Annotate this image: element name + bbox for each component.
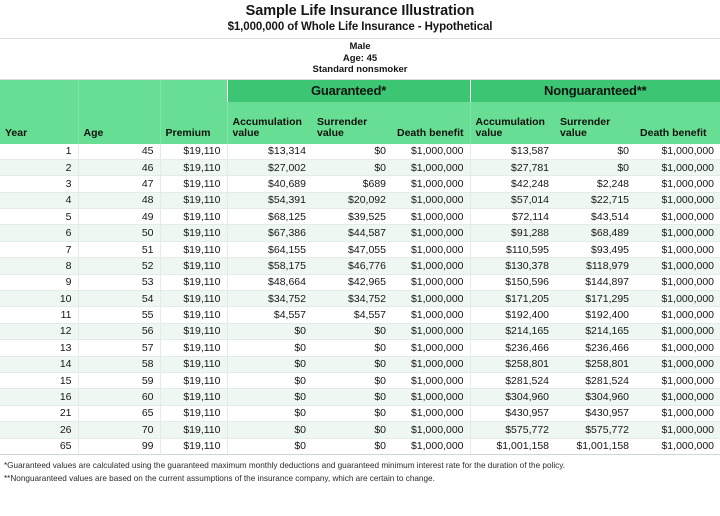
cell-nonguaranteed-surrender-value: $304,960 [555,389,635,405]
cell-guaranteed-accumulation-value: $68,125 [227,209,312,225]
cell-guaranteed-surrender-value: $0 [312,323,392,339]
cell-age: 48 [78,192,160,208]
cell-premium: $19,110 [160,438,227,454]
cell-nonguaranteed-surrender-value: $1,001,158 [555,438,635,454]
cell-nonguaranteed-accumulation-value: $171,205 [470,291,555,307]
cell-guaranteed-accumulation-value: $0 [227,422,312,438]
cell-premium: $19,110 [160,422,227,438]
cell-guaranteed-death-benefit: $1,000,000 [392,389,470,405]
col-header-nonguaranteed-death-benefit[interactable]: Death benefit [635,102,720,144]
cell-nonguaranteed-surrender-value: $192,400 [555,307,635,323]
cell-age: 59 [78,372,160,388]
footnote-nonguaranteed: **Nonguaranteed values are based on the current assumptions of the insurance company, which are certain to change. [4,474,435,484]
cell-nonguaranteed-surrender-value: $236,466 [555,340,635,356]
cell-guaranteed-death-benefit: $1,000,000 [392,258,470,274]
cell-guaranteed-death-benefit: $1,000,000 [392,372,470,388]
cell-premium: $19,110 [160,144,227,160]
cell-guaranteed-accumulation-value: $58,175 [227,258,312,274]
cell-guaranteed-accumulation-value: $0 [227,356,312,372]
illustration-table [0,80,720,455]
col-header-nonguaranteed-accumulation-value[interactable]: Accumulation value [470,102,555,144]
cell-age: 57 [78,340,160,356]
group-band-blank [0,80,78,102]
col-header-age[interactable]: Age [78,102,160,144]
cell-nonguaranteed-death-benefit: $1,000,000 [635,405,720,421]
insured-summary [0,39,720,80]
cell-premium: $19,110 [160,323,227,339]
cell-guaranteed-surrender-value: $20,092 [312,192,392,208]
table-row[interactable] [0,274,720,290]
cell-guaranteed-accumulation-value: $0 [227,340,312,356]
page-title: Sample Life Insurance Illustration [245,3,475,19]
cell-guaranteed-surrender-value: $0 [312,438,392,454]
cell-guaranteed-surrender-value: $0 [312,422,392,438]
cell-premium: $19,110 [160,209,227,225]
cell-guaranteed-accumulation-value: $0 [227,438,312,454]
cell-year: 7 [0,241,78,257]
cell-age: 99 [78,438,160,454]
cell-guaranteed-accumulation-value: $54,391 [227,192,312,208]
insured-risk-class: Standard nonsmoker [312,64,408,75]
footnotes [0,455,720,516]
cell-nonguaranteed-accumulation-value: $130,378 [470,258,555,274]
cell-age: 54 [78,291,160,307]
cell-guaranteed-surrender-value: $0 [312,144,392,160]
cell-guaranteed-accumulation-value: $0 [227,389,312,405]
cell-guaranteed-surrender-value: $0 [312,340,392,356]
cell-nonguaranteed-accumulation-value: $304,960 [470,389,555,405]
page-subtitle: $1,000,000 of Whole Life Insurance - Hypothetical [227,21,493,33]
table-row[interactable] [0,225,720,241]
table-row[interactable] [0,209,720,225]
cell-guaranteed-death-benefit: $1,000,000 [392,144,470,160]
cell-age: 52 [78,258,160,274]
cell-guaranteed-surrender-value: $0 [312,159,392,175]
cell-year: 13 [0,340,78,356]
cell-premium: $19,110 [160,274,227,290]
table-row[interactable] [0,307,720,323]
cell-premium: $19,110 [160,258,227,274]
cell-nonguaranteed-surrender-value: $22,715 [555,192,635,208]
table-row[interactable] [0,144,720,160]
insured-gender: Male [349,41,371,52]
cell-nonguaranteed-death-benefit: $1,000,000 [635,389,720,405]
table-row[interactable] [0,323,720,339]
cell-nonguaranteed-death-benefit: $1,000,000 [635,159,720,175]
cell-nonguaranteed-surrender-value: $258,801 [555,356,635,372]
cell-premium: $19,110 [160,192,227,208]
cell-nonguaranteed-death-benefit: $1,000,000 [635,258,720,274]
cell-guaranteed-surrender-value: $689 [312,176,392,192]
cell-premium: $19,110 [160,159,227,175]
cell-year: 6 [0,225,78,241]
cell-nonguaranteed-accumulation-value: $72,114 [470,209,555,225]
col-header-nonguaranteed-surrender-value[interactable]: Surrender value [555,102,635,144]
table-row[interactable] [0,340,720,356]
footnote-guaranteed: *Guaranteed values are calculated using the guaranteed maximum monthly deductions and guaranteed minimum interest rate for the duration of the policy. [4,460,566,470]
cell-guaranteed-death-benefit: $1,000,000 [392,176,470,192]
cell-nonguaranteed-accumulation-value: $1,001,158 [470,438,555,454]
cell-guaranteed-surrender-value: $47,055 [312,241,392,257]
cell-premium: $19,110 [160,340,227,356]
col-header-guaranteed-death-benefit[interactable]: Death benefit [392,102,470,144]
cell-nonguaranteed-surrender-value: $0 [555,144,635,160]
cell-age: 55 [78,307,160,323]
cell-nonguaranteed-surrender-value: $118,979 [555,258,635,274]
cell-age: 49 [78,209,160,225]
cell-age: 56 [78,323,160,339]
cell-guaranteed-death-benefit: $1,000,000 [392,241,470,257]
cell-premium: $19,110 [160,405,227,421]
cell-premium: $19,110 [160,372,227,388]
cell-guaranteed-death-benefit: $1,000,000 [392,225,470,241]
cell-year: 65 [0,438,78,454]
cell-age: 50 [78,225,160,241]
cell-guaranteed-death-benefit: $1,000,000 [392,356,470,372]
cell-guaranteed-surrender-value: $34,752 [312,291,392,307]
table-row[interactable] [0,192,720,208]
cell-guaranteed-accumulation-value: $0 [227,323,312,339]
cell-nonguaranteed-surrender-value: $2,248 [555,176,635,192]
cell-age: 65 [78,405,160,421]
cell-year: 4 [0,192,78,208]
cell-nonguaranteed-accumulation-value: $214,165 [470,323,555,339]
cell-year: 2 [0,159,78,175]
cell-guaranteed-accumulation-value: $13,314 [227,144,312,160]
cell-year: 15 [0,372,78,388]
cell-guaranteed-accumulation-value: $0 [227,372,312,388]
cell-nonguaranteed-accumulation-value: $91,288 [470,225,555,241]
cell-year: 10 [0,291,78,307]
cell-guaranteed-surrender-value: $0 [312,372,392,388]
cell-guaranteed-surrender-value: $44,587 [312,225,392,241]
cell-nonguaranteed-accumulation-value: $258,801 [470,356,555,372]
cell-year: 1 [0,144,78,160]
table-row[interactable] [0,176,720,192]
cell-age: 45 [78,144,160,160]
cell-year: 9 [0,274,78,290]
group-band-blank-age [78,80,160,102]
cell-guaranteed-death-benefit: $1,000,000 [392,422,470,438]
table-row[interactable] [0,405,720,421]
cell-guaranteed-accumulation-value: $48,664 [227,274,312,290]
table-row[interactable] [0,291,720,307]
table-row[interactable] [0,438,720,454]
cell-guaranteed-death-benefit: $1,000,000 [392,274,470,290]
cell-year: 5 [0,209,78,225]
cell-nonguaranteed-accumulation-value: $575,772 [470,422,555,438]
cell-guaranteed-death-benefit: $1,000,000 [392,323,470,339]
col-header-premium[interactable]: Premium [160,102,227,144]
cell-guaranteed-surrender-value: $39,525 [312,209,392,225]
cell-guaranteed-surrender-value: $0 [312,356,392,372]
cell-guaranteed-death-benefit: $1,000,000 [392,340,470,356]
cell-nonguaranteed-accumulation-value: $13,587 [470,144,555,160]
cell-guaranteed-death-benefit: $1,000,000 [392,307,470,323]
cell-guaranteed-death-benefit: $1,000,000 [392,192,470,208]
col-header-guaranteed-surrender-value[interactable]: Surrender value [312,102,392,144]
cell-year: 26 [0,422,78,438]
cell-premium: $19,110 [160,291,227,307]
cell-nonguaranteed-death-benefit: $1,000,000 [635,209,720,225]
column-header-row [0,102,720,144]
cell-nonguaranteed-death-benefit: $1,000,000 [635,192,720,208]
cell-year: 12 [0,323,78,339]
cell-nonguaranteed-surrender-value: $43,514 [555,209,635,225]
cell-nonguaranteed-surrender-value: $171,295 [555,291,635,307]
cell-nonguaranteed-accumulation-value: $192,400 [470,307,555,323]
table-row[interactable] [0,356,720,372]
cell-premium: $19,110 [160,307,227,323]
cell-age: 53 [78,274,160,290]
cell-guaranteed-surrender-value: $46,776 [312,258,392,274]
cell-nonguaranteed-accumulation-value: $42,248 [470,176,555,192]
cell-nonguaranteed-death-benefit: $1,000,000 [635,225,720,241]
table-head [0,80,720,144]
cell-nonguaranteed-death-benefit: $1,000,000 [635,274,720,290]
table-row[interactable] [0,372,720,388]
cell-nonguaranteed-surrender-value: $68,489 [555,225,635,241]
cell-nonguaranteed-accumulation-value: $150,596 [470,274,555,290]
cell-nonguaranteed-death-benefit: $1,000,000 [635,438,720,454]
cell-age: 46 [78,159,160,175]
cell-nonguaranteed-death-benefit: $1,000,000 [635,323,720,339]
cell-guaranteed-death-benefit: $1,000,000 [392,291,470,307]
cell-age: 47 [78,176,160,192]
cell-premium: $19,110 [160,389,227,405]
table-row[interactable] [0,241,720,257]
cell-age: 60 [78,389,160,405]
cell-age: 51 [78,241,160,257]
cell-nonguaranteed-death-benefit: $1,000,000 [635,291,720,307]
cell-guaranteed-accumulation-value: $0 [227,405,312,421]
cell-nonguaranteed-surrender-value: $281,524 [555,372,635,388]
cell-nonguaranteed-death-benefit: $1,000,000 [635,307,720,323]
cell-year: 3 [0,176,78,192]
cell-nonguaranteed-surrender-value: $575,772 [555,422,635,438]
group-header-guaranteed: Guaranteed* [227,80,470,102]
table-row[interactable] [0,258,720,274]
cell-nonguaranteed-surrender-value: $93,495 [555,241,635,257]
cell-guaranteed-surrender-value: $0 [312,405,392,421]
col-header-guaranteed-accumulation-value[interactable]: Accumulation value [227,102,312,144]
table-row[interactable] [0,389,720,405]
cell-guaranteed-accumulation-value: $67,386 [227,225,312,241]
cell-nonguaranteed-accumulation-value: $236,466 [470,340,555,356]
cell-nonguaranteed-death-benefit: $1,000,000 [635,340,720,356]
cell-guaranteed-accumulation-value: $4,557 [227,307,312,323]
cell-guaranteed-death-benefit: $1,000,000 [392,209,470,225]
cell-nonguaranteed-death-benefit: $1,000,000 [635,176,720,192]
cell-nonguaranteed-accumulation-value: $110,595 [470,241,555,257]
cell-year: 8 [0,258,78,274]
cell-year: 11 [0,307,78,323]
cell-nonguaranteed-surrender-value: $430,957 [555,405,635,421]
cell-guaranteed-surrender-value: $4,557 [312,307,392,323]
cell-nonguaranteed-accumulation-value: $27,781 [470,159,555,175]
cell-guaranteed-accumulation-value: $34,752 [227,291,312,307]
cell-nonguaranteed-death-benefit: $1,000,000 [635,372,720,388]
cell-guaranteed-surrender-value: $42,965 [312,274,392,290]
table-row[interactable] [0,159,720,175]
cell-nonguaranteed-surrender-value: $144,897 [555,274,635,290]
cell-year: 14 [0,356,78,372]
group-header-nonguaranteed: Nonguaranteed** [470,80,720,102]
cell-nonguaranteed-accumulation-value: $430,957 [470,405,555,421]
cell-premium: $19,110 [160,356,227,372]
cell-guaranteed-accumulation-value: $27,002 [227,159,312,175]
cell-guaranteed-death-benefit: $1,000,000 [392,438,470,454]
cell-nonguaranteed-accumulation-value: $281,524 [470,372,555,388]
cell-premium: $19,110 [160,176,227,192]
cell-age: 58 [78,356,160,372]
table-row[interactable] [0,422,720,438]
cell-premium: $19,110 [160,225,227,241]
cell-guaranteed-death-benefit: $1,000,000 [392,405,470,421]
cell-nonguaranteed-death-benefit: $1,000,000 [635,422,720,438]
cell-nonguaranteed-surrender-value: $0 [555,159,635,175]
group-band-row [0,80,720,102]
cell-nonguaranteed-death-benefit: $1,000,000 [635,241,720,257]
cell-year: 21 [0,405,78,421]
cell-guaranteed-accumulation-value: $64,155 [227,241,312,257]
cell-premium: $19,110 [160,241,227,257]
cell-guaranteed-surrender-value: $0 [312,389,392,405]
cell-guaranteed-accumulation-value: $40,689 [227,176,312,192]
title-block [0,0,720,39]
cell-guaranteed-death-benefit: $1,000,000 [392,159,470,175]
cell-nonguaranteed-death-benefit: $1,000,000 [635,356,720,372]
cell-year: 16 [0,389,78,405]
cell-nonguaranteed-accumulation-value: $57,014 [470,192,555,208]
insured-age: Age: 45 [342,52,378,64]
group-band-blank-premium [160,80,227,102]
col-header-year[interactable]: Year [0,102,78,144]
cell-nonguaranteed-surrender-value: $214,165 [555,323,635,339]
table-body [0,144,720,455]
cell-nonguaranteed-death-benefit: $1,000,000 [635,144,720,160]
cell-age: 70 [78,422,160,438]
